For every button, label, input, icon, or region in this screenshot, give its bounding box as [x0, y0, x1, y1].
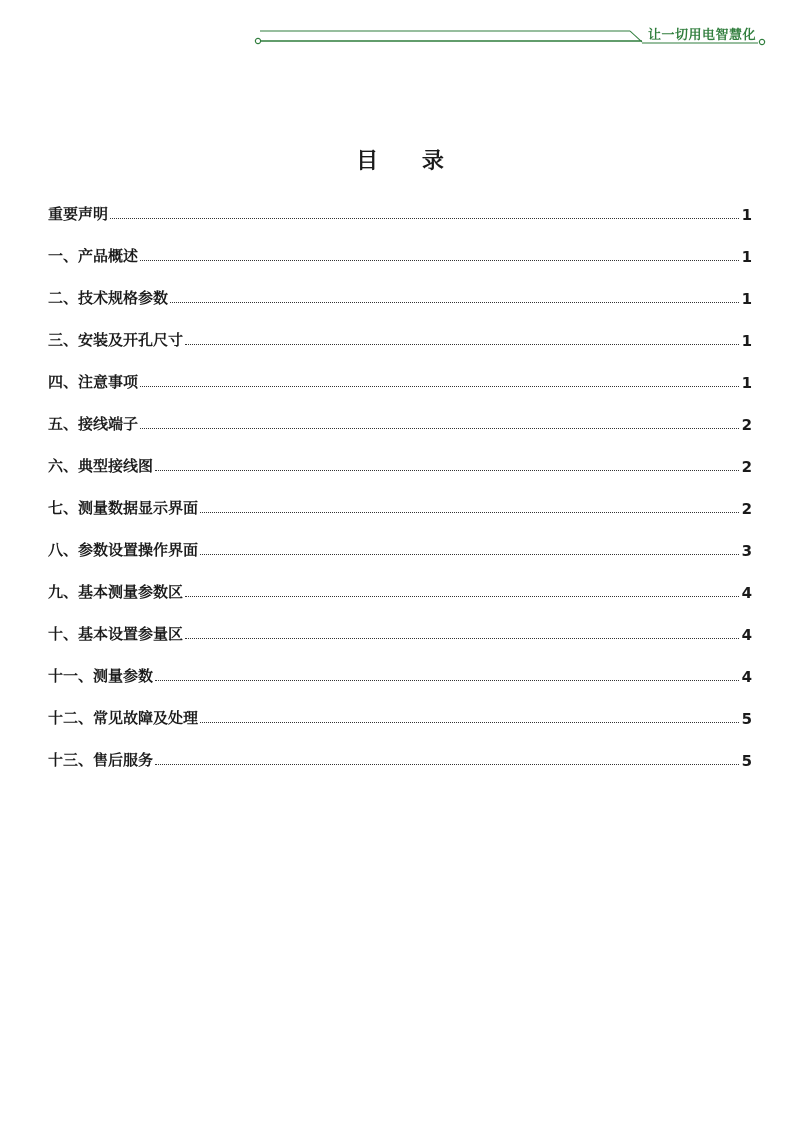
- toc-dot-leader: [140, 428, 739, 429]
- toc-entry[interactable]: [48, 564, 752, 606]
- toc-entry-page: 4: [741, 668, 752, 686]
- toc-entry-page: 4: [741, 626, 752, 644]
- toc-entry-label: 十一、测量参数: [48, 667, 154, 685]
- toc-dot-leader: [155, 470, 739, 471]
- toc-entry-page: 2: [741, 458, 752, 476]
- toc-entry-page: 5: [741, 752, 752, 770]
- toc-entry-page: 3: [741, 542, 752, 560]
- header-tagline: 让一切用电智慧化: [648, 28, 757, 43]
- toc-entry-label: 九、基本测量参数区: [48, 583, 184, 601]
- toc-entry-label: 七、测量数据显示界面: [48, 499, 199, 517]
- toc-dot-leader: [155, 764, 739, 765]
- toc-entry-page: 2: [741, 416, 752, 434]
- toc-entry[interactable]: [48, 354, 752, 396]
- toc-entry-label: 一、产品概述: [48, 247, 139, 265]
- toc-entry[interactable]: [48, 186, 752, 228]
- toc-dot-leader: [155, 680, 739, 681]
- toc-entry-page: 1: [741, 290, 752, 308]
- toc-entry-page: 1: [741, 248, 752, 266]
- toc-entry[interactable]: [48, 480, 752, 522]
- toc-dot-leader: [110, 218, 739, 219]
- toc-entry[interactable]: [48, 312, 752, 354]
- toc-title: 目 录: [356, 149, 462, 174]
- toc-entry-page: 1: [741, 374, 752, 392]
- toc-entry[interactable]: [48, 228, 752, 270]
- toc-dot-leader: [200, 722, 739, 723]
- toc-entry-label: 十、基本设置参量区: [48, 625, 184, 643]
- toc-dot-leader: [140, 386, 739, 387]
- toc-dot-leader: [185, 638, 739, 639]
- toc-dot-leader: [140, 260, 739, 261]
- toc-entry-label: 八、参数设置操作界面: [48, 541, 199, 559]
- toc-entry[interactable]: [48, 648, 752, 690]
- toc-entry[interactable]: [48, 522, 752, 564]
- toc-dot-leader: [200, 512, 739, 513]
- toc-list: [48, 186, 752, 774]
- toc-entry-page: 4: [741, 584, 752, 602]
- toc-entry-label: 十三、售后服务: [48, 751, 154, 769]
- toc-entry-page: 1: [741, 332, 752, 350]
- toc-entry-label: 二、技术规格参数: [48, 289, 169, 307]
- toc-entry[interactable]: [48, 690, 752, 732]
- toc-entry-label: 五、接线端子: [48, 415, 139, 433]
- toc-entry[interactable]: [48, 396, 752, 438]
- toc-entry-label: 十二、常见故障及处理: [48, 709, 199, 727]
- toc-entry[interactable]: [48, 270, 752, 312]
- toc-dot-leader: [185, 344, 739, 345]
- toc-entry-page: 5: [741, 710, 752, 728]
- toc-entry-label: 六、典型接线图: [48, 457, 154, 475]
- toc-entry[interactable]: [48, 732, 752, 774]
- toc-entry[interactable]: [48, 438, 752, 480]
- toc-entry-label: 四、注意事项: [48, 373, 139, 391]
- toc-entry[interactable]: [48, 606, 752, 648]
- toc-dot-leader: [185, 596, 739, 597]
- toc-entry-label: 三、安装及开孔尺寸: [48, 331, 184, 349]
- toc-entry-label: 重要声明: [48, 205, 109, 223]
- toc-dot-leader: [170, 302, 739, 303]
- toc-entry-page: 1: [741, 206, 752, 224]
- toc-entry-page: 2: [741, 500, 752, 518]
- toc-dot-leader: [200, 554, 739, 555]
